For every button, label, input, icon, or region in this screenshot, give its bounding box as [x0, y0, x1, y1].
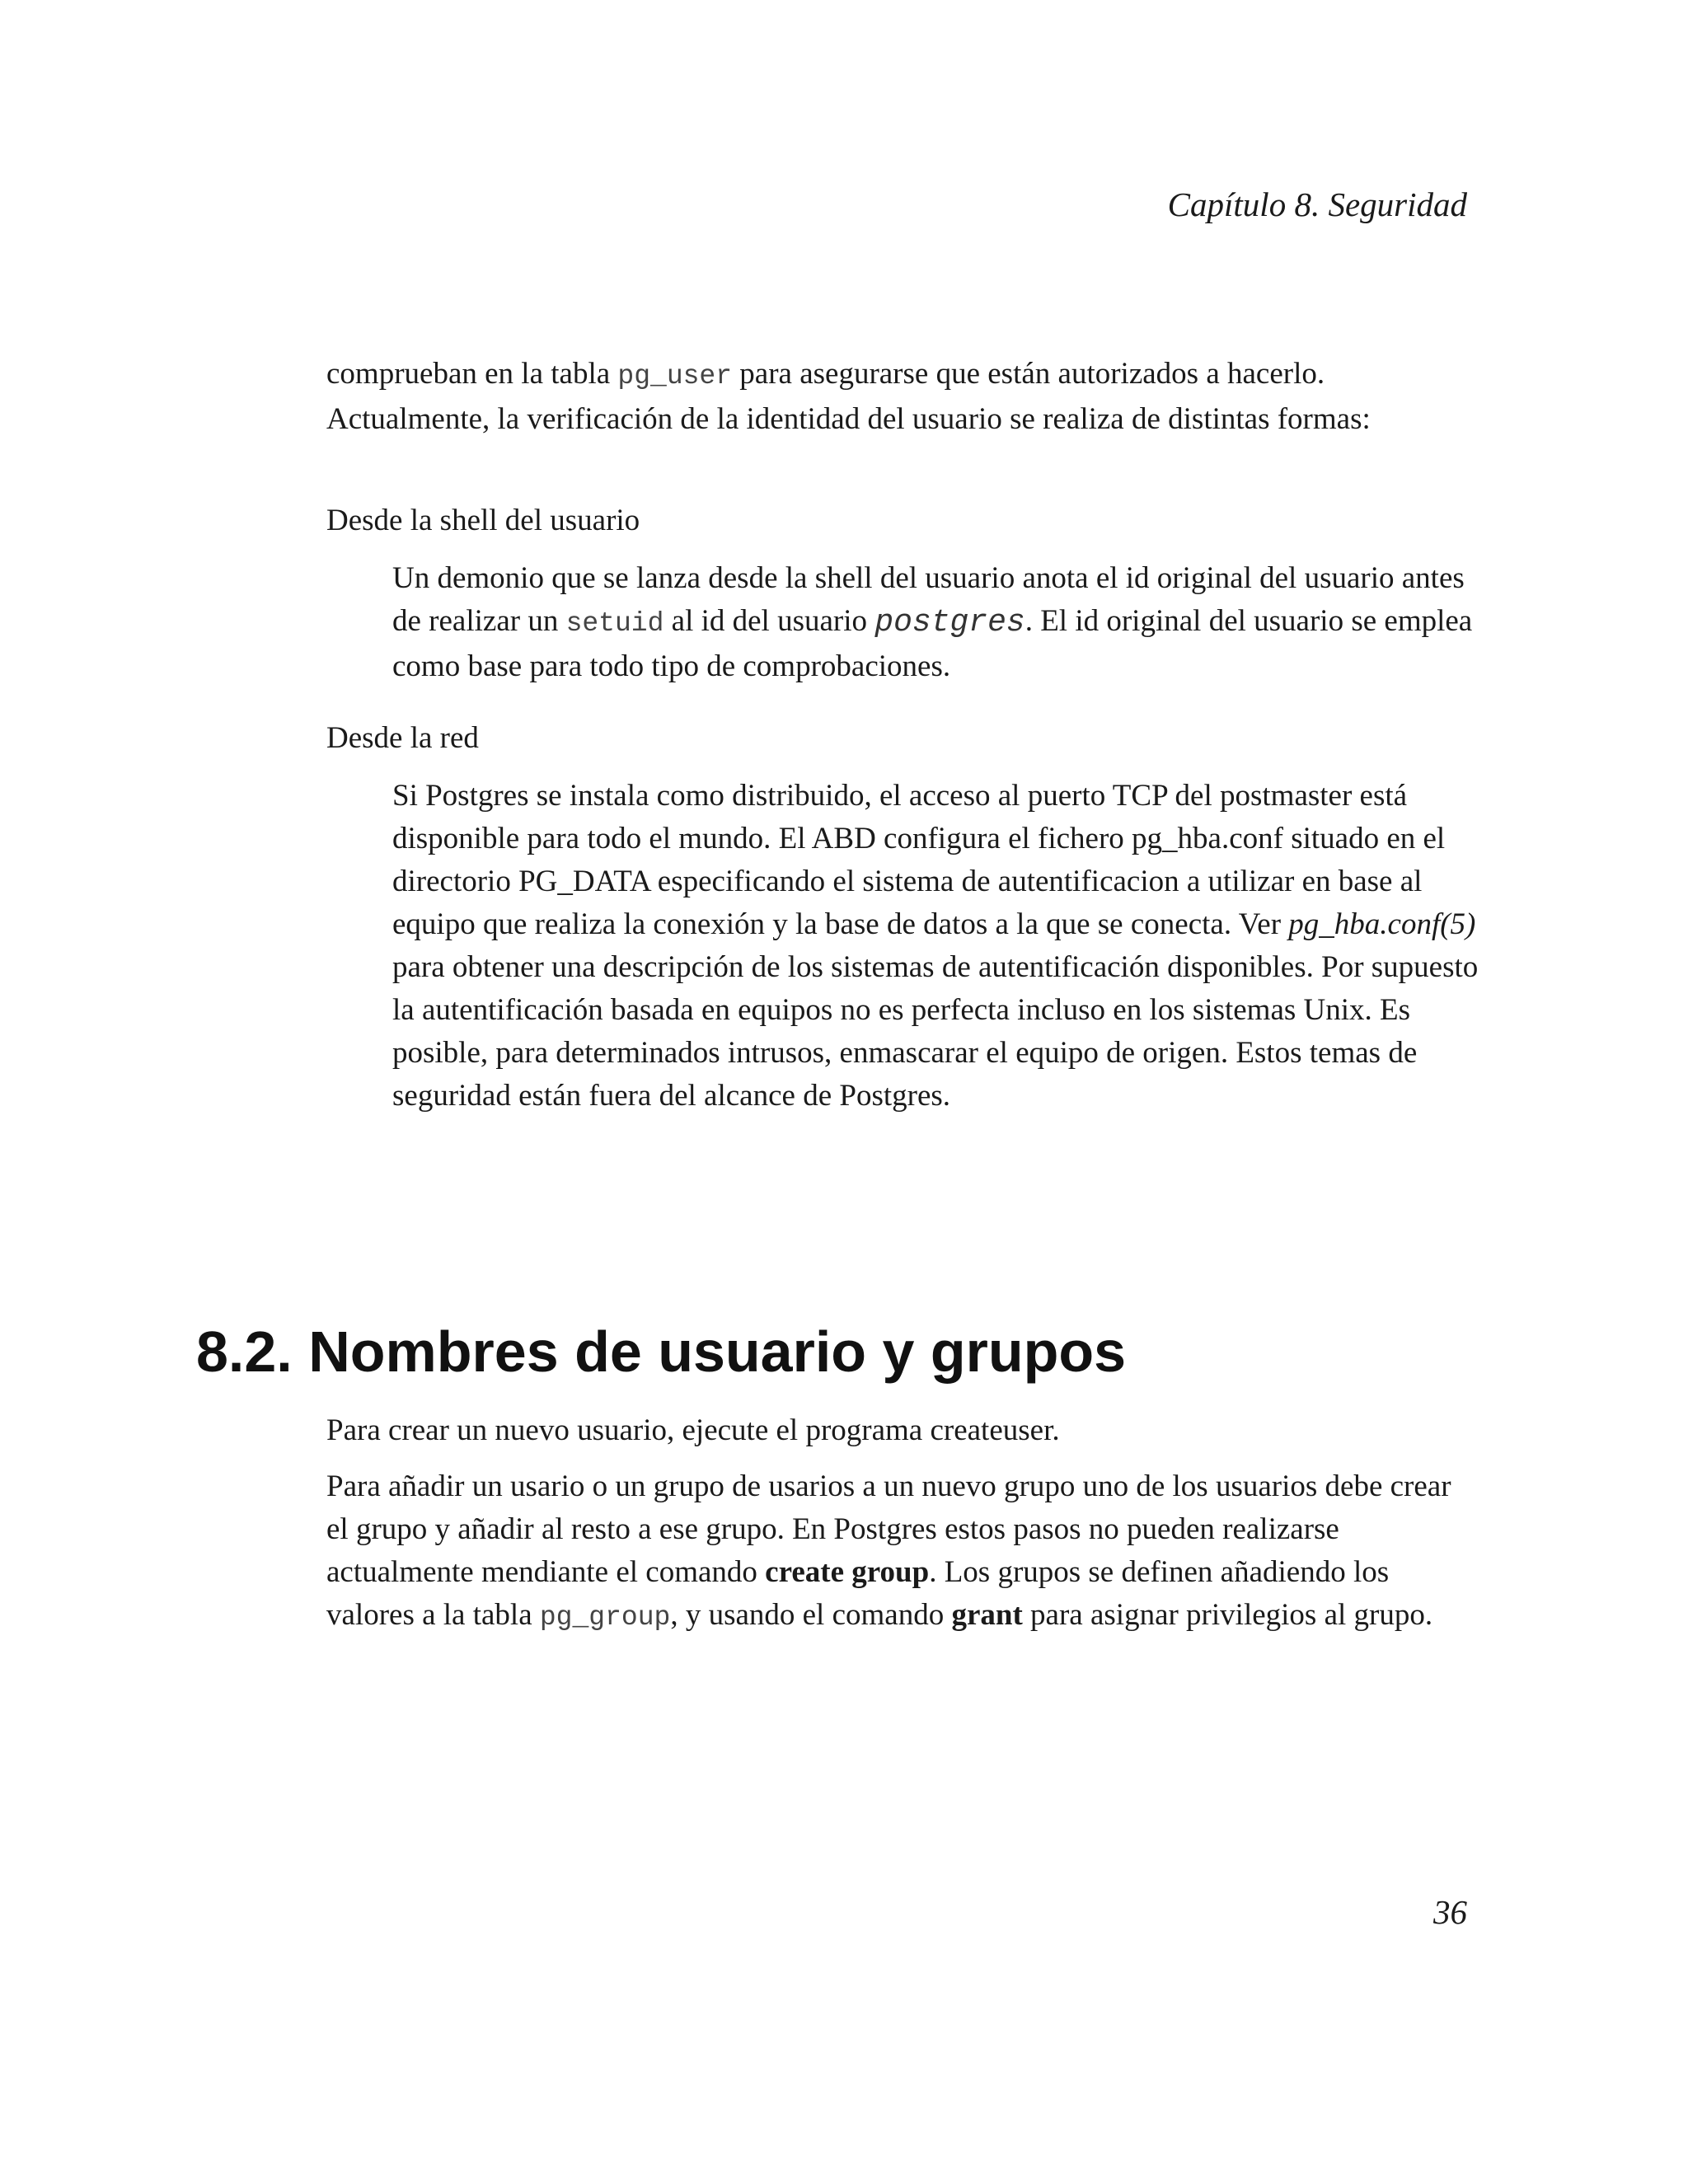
def-network-text-2: para obtener una descripción de los sistemas de autentificación disponibles. Por supuesto la autentificación basada en equipos no es perfecta incluso en los sistemas Unix. Es posible, para determinados intrusos, enmascarar el equipo de origen. Estos temas de seguridad están fuera del alcance de Postgres.: [392, 950, 1479, 1113]
code-pg-user: pg_user: [617, 361, 733, 391]
code-setuid: setuid: [565, 608, 664, 639]
code-pg-group: pg_group: [539, 1602, 671, 1633]
command-grant: grant: [951, 1598, 1023, 1632]
p2-text-4: para asignar privilegios al grupo.: [1022, 1598, 1433, 1632]
intro-text-2: para asegurarse que están autorizados a hacerlo. Actualmente, la verificación de la identidad del usuario se realiza de distintas formas:: [326, 357, 1371, 436]
section-paragraph-2: [326, 1465, 1480, 1639]
p2-text-3: , y usando el comando: [670, 1598, 952, 1632]
page-number: 36: [1433, 1893, 1467, 1931]
definition-term-shell: Desde la shell del usuario: [326, 504, 640, 537]
intro-text-1: comprueban en la tabla: [326, 357, 618, 391]
section-paragraph-1: Para crear un nuevo usuario, ejecute el programa createuser.: [326, 1413, 1060, 1447]
code-postgres-user: postgres: [874, 605, 1025, 640]
definition-text-shell: [392, 557, 1489, 688]
running-header: Capítulo 8. Seguridad: [1167, 185, 1467, 223]
def-shell-text-2: al id del usuario: [663, 604, 875, 638]
p2-text-2: . Los grupos se definen añadiendo los valores a la tabla: [326, 1555, 1390, 1632]
manpage-reference: pg_hba.conf(5): [1288, 907, 1476, 941]
definition-text-network: [392, 775, 1489, 1118]
def-shell-text-3: . El id original del usuario se emplea como base para todo tipo de comprobaciones.: [392, 604, 1473, 683]
intro-paragraph: [326, 353, 1480, 441]
p2-text-1: Para añadir un usario o un grupo de usarios a un nuevo grupo uno de los usuarios debe crear el grupo y añadir al resto a ese grupo. En Postgres estos pasos no pueden realizarse actualmente mendiante el comando: [326, 1469, 1451, 1589]
section-heading: 8.2. Nombres de usuario y grupos: [196, 1319, 1127, 1384]
definition-term-network: Desde la red: [326, 721, 479, 755]
def-network-text-1: Si Postgres se instala como distribuido, el acceso al puerto TCP del postmaster está disponible para todo el mundo. El ABD configura el fichero pg_hba.conf situado en el directorio PG_DATA especificando el sistema de autentificacion a utilizar en base al equipo que realiza la conexión y la base de datos a la que se conecta. Ver: [392, 779, 1446, 941]
def-shell-text-1: Un demonio que se lanza desde la shell del usuario anota el id original del usuario antes de realizar un: [392, 561, 1465, 638]
command-create-group: create group: [765, 1555, 930, 1589]
